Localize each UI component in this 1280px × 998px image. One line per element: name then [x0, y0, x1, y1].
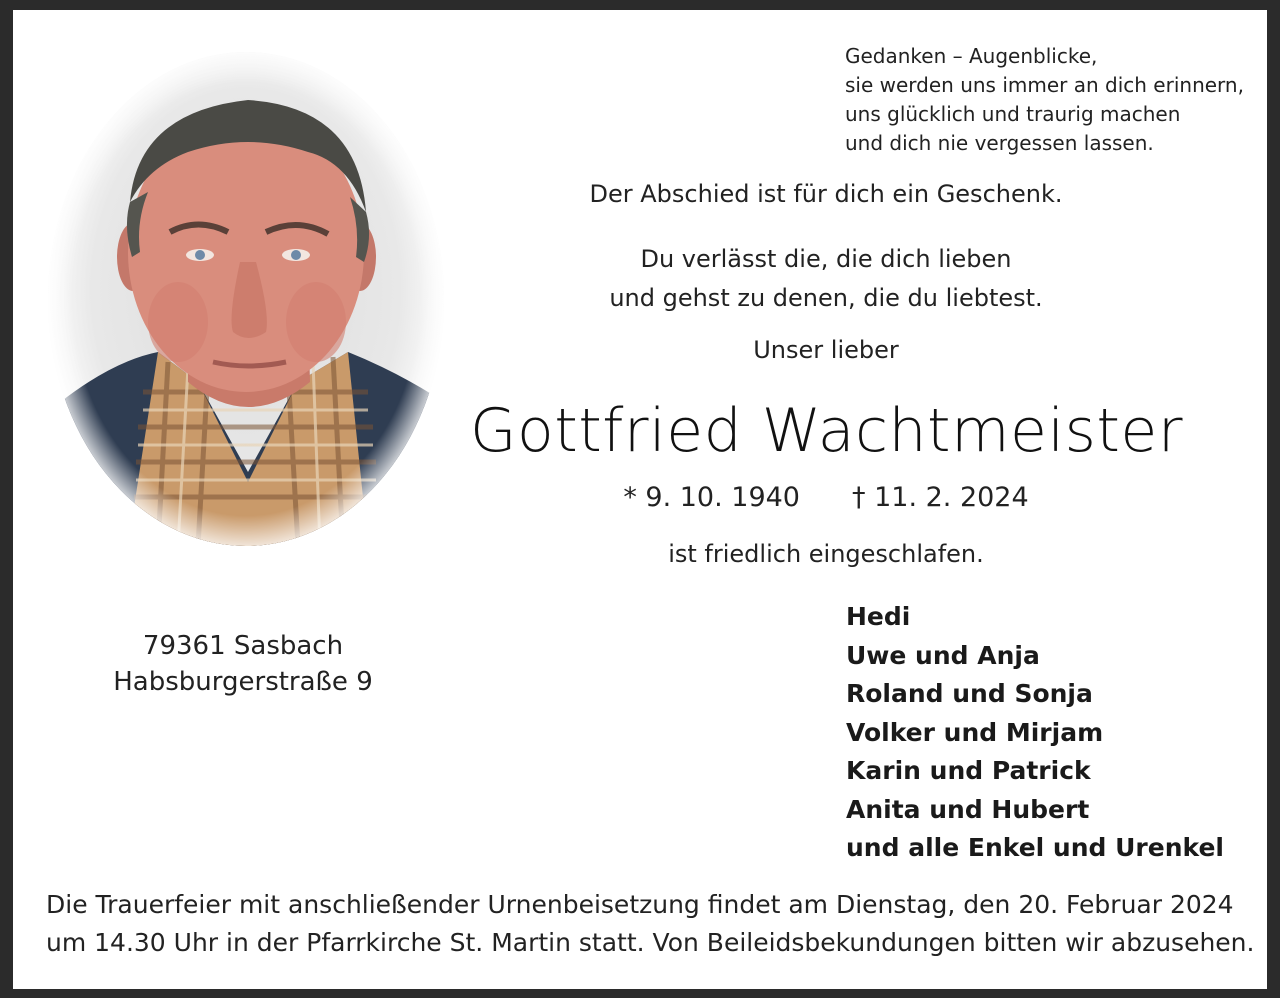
poem-line: und dich nie vergessen lassen.	[845, 131, 1154, 155]
death-date: † 11. 2. 2024	[852, 482, 1029, 513]
portrait-photo	[48, 52, 444, 546]
mourner: Hedi	[846, 602, 911, 631]
address-city: 79361 Sasbach	[142, 631, 344, 661]
mourner: Uwe und Anja	[846, 640, 1040, 670]
verse	[470, 240, 1182, 318]
verse-line: Du verlässt die, die dich lieben	[640, 245, 1012, 273]
passing-text: ist friedlich eingeschlafen.	[668, 540, 984, 568]
deceased-name: Gottfried Wachtmeister	[470, 396, 1183, 466]
mourners-list	[846, 598, 1224, 868]
poem-line: sie werden uns immer an dich erinnern,	[845, 73, 1244, 97]
birth-date: * 9. 10. 1940	[623, 482, 800, 513]
notice-line: um 14.30 Uhr in der Pfarrkirche St. Martin statt. Von Beileidsbekundungen bitten wir abzusehen.	[46, 928, 1255, 957]
address-street: Habsburgerstraße 9	[113, 667, 373, 697]
poem-line: Gedanken – Augenblicke,	[845, 44, 1098, 68]
life-dates	[470, 482, 1182, 513]
mourner: Anita und Hubert	[846, 794, 1090, 824]
verse-line: und gehst zu denen, die du liebtest.	[609, 284, 1043, 312]
mourner: Volker und Mirjam	[846, 717, 1104, 747]
mourner: und alle Enkel und Urenkel	[846, 833, 1224, 862]
poem	[845, 42, 1244, 158]
funeral-notice	[46, 886, 1254, 962]
notice-line: Die Trauerfeier mit anschließender Urnenbeisetzung findet am Dienstag, den 20. Februar 2024	[46, 890, 1234, 919]
intro-text: Unser lieber	[753, 336, 899, 364]
mourner: Roland und Sonja	[846, 679, 1093, 708]
poem-line: uns glücklich und traurig machen	[845, 102, 1181, 126]
farewell-quote: Der Abschied ist für dich ein Geschenk.	[589, 180, 1063, 208]
mourner: Karin und Patrick	[846, 756, 1091, 785]
address	[112, 628, 374, 700]
portrait-vignette	[48, 52, 444, 546]
